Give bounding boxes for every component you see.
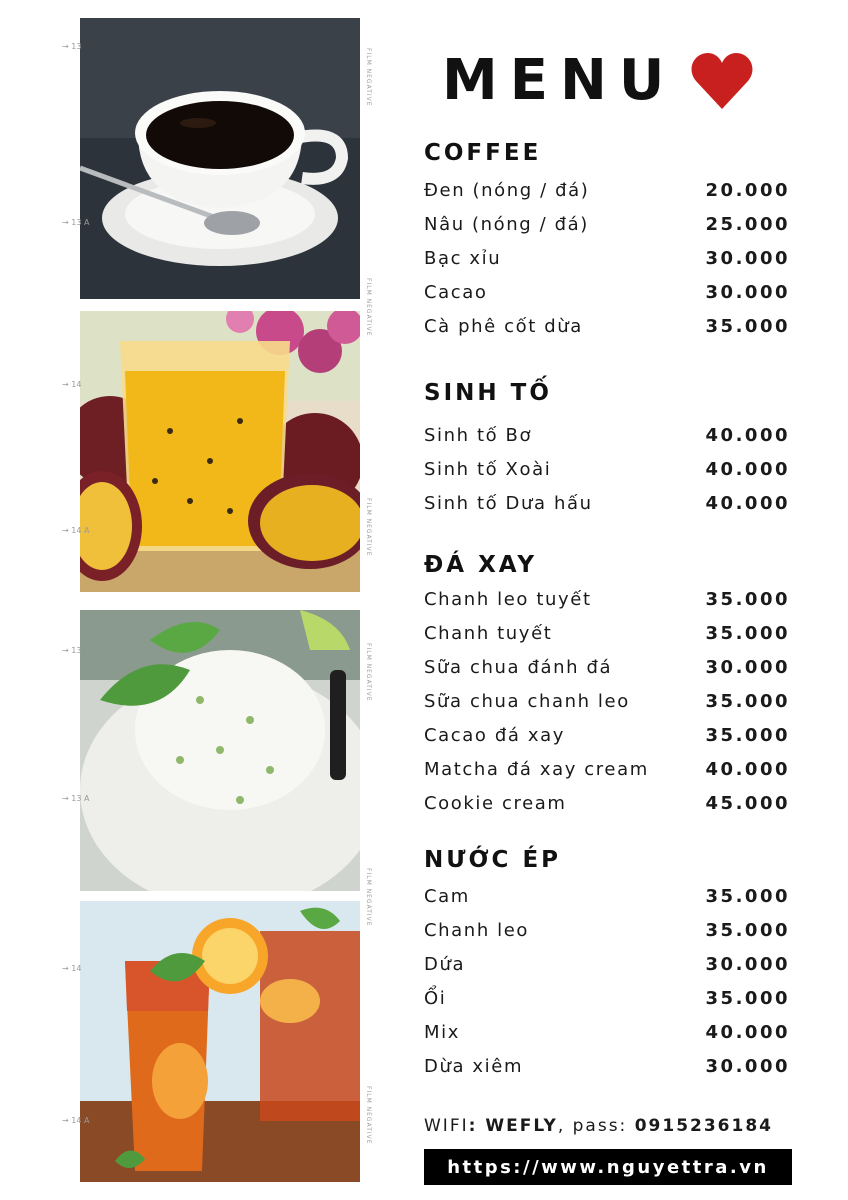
item-name: Sinh tố Xoài bbox=[424, 459, 552, 480]
menu-item bbox=[424, 459, 790, 480]
frame-number: → 13 bbox=[62, 646, 82, 655]
item-price: 35.000 bbox=[705, 623, 790, 644]
item-price: 30.000 bbox=[705, 248, 790, 269]
wifi-label: WIFI bbox=[424, 1116, 469, 1136]
item-price: 40.000 bbox=[705, 493, 790, 514]
film-edge-text: FILM NEGATIVE bbox=[365, 643, 372, 702]
fruit-juice-photo bbox=[80, 901, 360, 1182]
menu-title: MENU bbox=[442, 48, 677, 113]
item-name: Cam bbox=[424, 886, 470, 907]
frame-number: → 14 bbox=[62, 964, 82, 973]
menu-item bbox=[424, 691, 790, 712]
film-edge-text: FILM NEGATIVE bbox=[365, 48, 372, 107]
item-name: Sữa chua đánh đá bbox=[424, 657, 613, 678]
menu-item bbox=[424, 725, 790, 746]
item-name: Dừa xiêm bbox=[424, 1056, 524, 1077]
menu-item bbox=[424, 793, 790, 814]
wifi-separator: : bbox=[468, 1116, 486, 1136]
item-name: Sinh tố Bơ bbox=[424, 425, 533, 446]
section-heading-juice: NƯỚC ÉP bbox=[424, 847, 562, 873]
website-link[interactable]: https://www.nguyettra.vn bbox=[424, 1149, 792, 1185]
icy-blended-drink-photo bbox=[80, 610, 360, 891]
item-price: 45.000 bbox=[705, 793, 790, 814]
menu-item bbox=[424, 623, 790, 644]
menu-item bbox=[424, 988, 790, 1009]
item-price: 20.000 bbox=[705, 180, 790, 201]
item-price: 35.000 bbox=[705, 589, 790, 610]
film-edge-text: FILM NEGATIVE bbox=[365, 278, 372, 337]
item-price: 25.000 bbox=[705, 214, 790, 235]
item-name: Sinh tố Dưa hấu bbox=[424, 493, 593, 514]
menu-item bbox=[424, 1056, 790, 1077]
item-price: 40.000 bbox=[705, 425, 790, 446]
item-name: Chanh leo tuyết bbox=[424, 589, 592, 610]
frame-number: → 14 A bbox=[62, 1116, 90, 1125]
item-name: Matcha đá xay cream bbox=[424, 759, 649, 780]
menu-item bbox=[424, 886, 790, 907]
film-strip bbox=[60, 18, 380, 1198]
menu-item bbox=[424, 920, 790, 941]
item-name: Chanh leo bbox=[424, 920, 530, 941]
menu-item bbox=[424, 759, 790, 780]
item-name: Dứa bbox=[424, 954, 466, 975]
menu-item bbox=[424, 493, 790, 514]
item-price: 35.000 bbox=[705, 316, 790, 337]
section-heading-ice-blended: ĐÁ XAY bbox=[424, 552, 538, 578]
wifi-pass-label: , pass: bbox=[557, 1116, 635, 1136]
item-price: 40.000 bbox=[705, 459, 790, 480]
item-price: 40.000 bbox=[705, 1022, 790, 1043]
item-price: 30.000 bbox=[705, 1056, 790, 1077]
section-heading-coffee: COFFEE bbox=[424, 140, 542, 166]
item-price: 30.000 bbox=[705, 657, 790, 678]
menu-item bbox=[424, 248, 790, 269]
wifi-info bbox=[424, 1116, 773, 1136]
menu-header bbox=[442, 48, 754, 113]
film-edge-text: FILM NEGATIVE bbox=[365, 498, 372, 557]
menu-item bbox=[424, 180, 790, 201]
item-name: Cookie cream bbox=[424, 793, 567, 814]
item-price: 35.000 bbox=[705, 920, 790, 941]
item-name: Chanh tuyết bbox=[424, 623, 553, 644]
item-name: Nâu (nóng / đá) bbox=[424, 214, 589, 235]
menu-item bbox=[424, 589, 790, 610]
heart-icon bbox=[690, 51, 754, 111]
section-heading-smoothie: SINH TỐ bbox=[424, 380, 552, 406]
item-price: 30.000 bbox=[705, 954, 790, 975]
wifi-name: WEFLY bbox=[485, 1116, 558, 1136]
item-price: 40.000 bbox=[705, 759, 790, 780]
menu-item bbox=[424, 425, 790, 446]
item-name: Cà phê cốt dừa bbox=[424, 316, 583, 337]
menu-item bbox=[424, 657, 790, 678]
film-edge-text: FILM NEGATIVE bbox=[365, 868, 372, 927]
frame-number: → 14 bbox=[62, 380, 82, 389]
film-edge-text: FILM NEGATIVE bbox=[365, 1086, 372, 1145]
menu-item bbox=[424, 214, 790, 235]
black-coffee-photo bbox=[80, 18, 360, 299]
menu-item bbox=[424, 316, 790, 337]
item-name: Ổi bbox=[424, 988, 447, 1009]
item-price: 30.000 bbox=[705, 282, 790, 303]
menu-item bbox=[424, 954, 790, 975]
frame-number: → 13 bbox=[62, 42, 82, 51]
frame-number: → 13 A bbox=[62, 218, 90, 227]
item-name: Cacao bbox=[424, 282, 488, 303]
item-name: Mix bbox=[424, 1022, 460, 1043]
item-name: Bạc xỉu bbox=[424, 248, 502, 269]
item-price: 35.000 bbox=[705, 886, 790, 907]
frame-number: → 13 A bbox=[62, 794, 90, 803]
item-price: 35.000 bbox=[705, 691, 790, 712]
item-name: Cacao đá xay bbox=[424, 725, 565, 746]
menu-item bbox=[424, 282, 790, 303]
frame-number: → 14 A bbox=[62, 526, 90, 535]
wifi-password: 0915236184 bbox=[634, 1116, 773, 1136]
passion-fruit-smoothie-photo bbox=[80, 311, 360, 592]
item-name: Đen (nóng / đá) bbox=[424, 180, 590, 201]
item-price: 35.000 bbox=[705, 988, 790, 1009]
item-name: Sữa chua chanh leo bbox=[424, 691, 630, 712]
menu-item bbox=[424, 1022, 790, 1043]
item-price: 35.000 bbox=[705, 725, 790, 746]
